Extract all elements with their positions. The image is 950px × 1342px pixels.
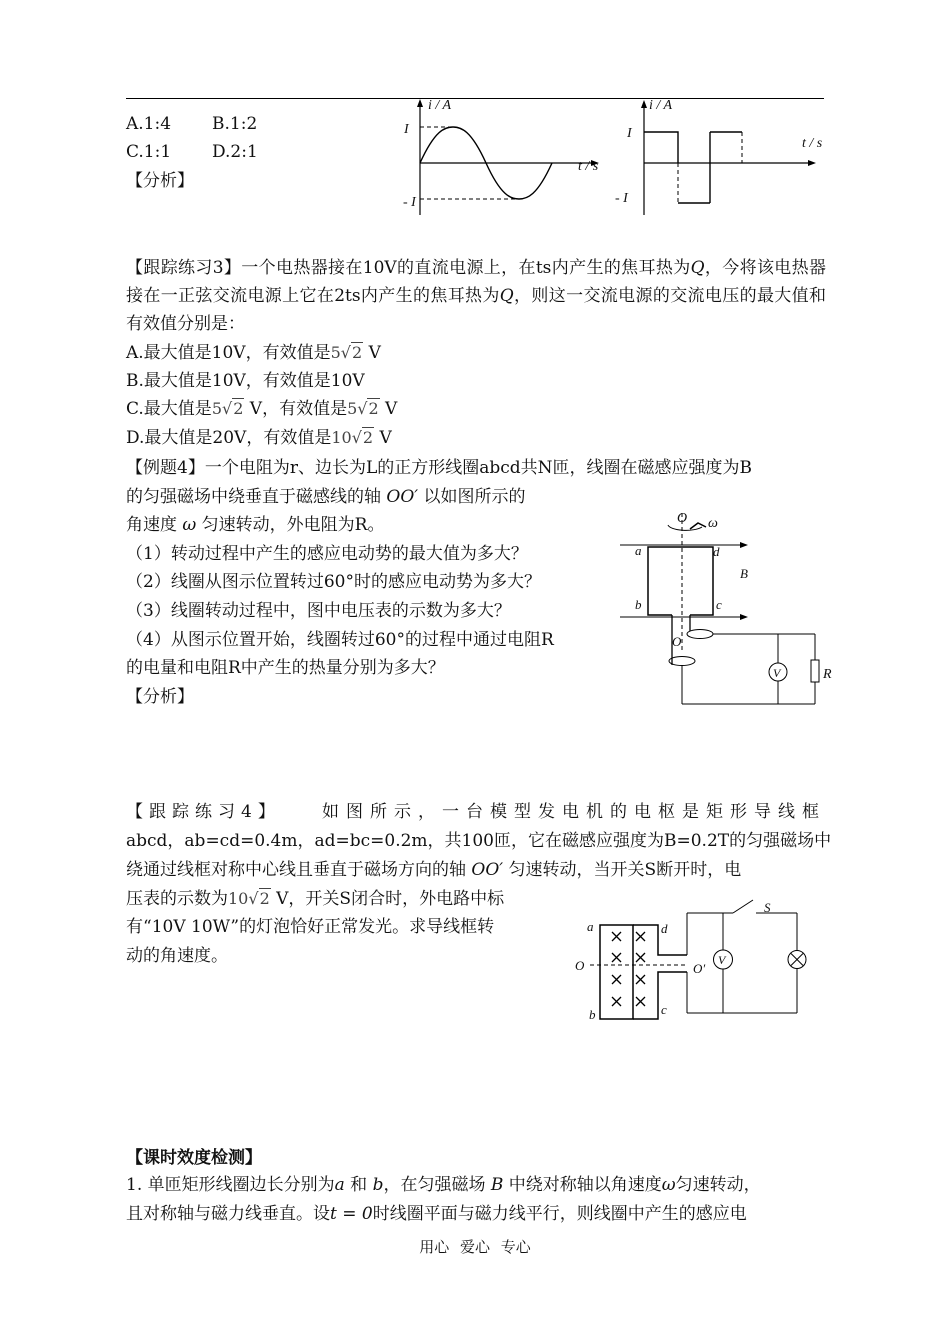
- example4-line3-pre: 角速度: [126, 515, 183, 535]
- example4-line3: [126, 515, 385, 535]
- practice4-line3-post: 匀速转动，当开关S断开时，电: [503, 860, 742, 880]
- check-line1-pre: 1. 单匝矩形线圈边长分别为: [126, 1175, 335, 1195]
- generator-circuit-diagram: [575, 895, 825, 1020]
- practice4-line4: [126, 888, 504, 909]
- symbol-B: B: [490, 1175, 504, 1195]
- practice4-line3: [126, 860, 741, 880]
- practice3-q2: Q: [499, 286, 514, 306]
- check-line2-pre: 且对称轴与磁力线垂直。设: [126, 1204, 330, 1224]
- graph2-neg-label: - I: [615, 191, 628, 206]
- practice4-line1: [126, 802, 826, 822]
- fig5-c: c: [661, 1002, 667, 1017]
- fig4-voltmeter: V: [773, 666, 781, 680]
- practice3-text-3: ，则这一交流电源的交流电压的最大值和有效值分别是：: [126, 286, 827, 334]
- fig5-voltmeter: V: [718, 953, 726, 967]
- graph1-neg-label: - I: [403, 195, 416, 210]
- check-line1-mid2: 中绕对称轴以角速度: [503, 1175, 662, 1195]
- practice3-option-a: [126, 342, 381, 363]
- practice4-line4-post: V，开关S闭合时，外电路中标: [270, 889, 505, 909]
- fig4-resistor-label: R: [823, 667, 832, 682]
- page-footer: 用心 爱心 专心: [419, 1238, 531, 1256]
- fig5-switch-label: S: [764, 900, 771, 915]
- sqrt-radicand: 2: [351, 343, 363, 362]
- option-d-unit: V: [374, 428, 392, 448]
- fig4-c: c: [716, 597, 722, 612]
- practice4-line2: abcd，ab=cd=0.4m，ad=bc=0.2m，共100匝，它在磁感应强度为B=0.2T的匀强磁场中: [126, 831, 832, 851]
- option-c-mid: V，有效值是: [244, 399, 348, 419]
- graph1-pos-label: I: [404, 122, 409, 137]
- symbol-omega: ω: [661, 1175, 676, 1195]
- fig5-o: O: [575, 958, 585, 973]
- fig5-b: b: [589, 1007, 596, 1022]
- graph2-pos-label: I: [627, 126, 632, 141]
- practice4-line4-pre: 压表的示数为: [126, 889, 228, 909]
- option-a: A.1:4: [126, 114, 172, 134]
- axis-symbol: OO′: [471, 860, 504, 880]
- sqrt-coef: 5: [211, 399, 222, 418]
- example4-question-3: （3）线圈转动过程中，图中电压表的示数为多大？: [126, 601, 511, 621]
- sqrt-radicand: 2: [362, 428, 374, 447]
- sqrt-radicand: 2: [368, 399, 379, 418]
- sqrt-expression: 5√2: [330, 343, 363, 362]
- option-b: B.1:2: [212, 114, 258, 134]
- fig5-o-prime: O′: [693, 961, 706, 976]
- fig5-a: a: [587, 919, 594, 934]
- example4-line2: [126, 487, 526, 507]
- sqrt-radicand: 2: [259, 889, 270, 908]
- analysis-label-1: 【分析】: [126, 171, 194, 191]
- sqrt-radicand: 2: [233, 399, 244, 418]
- example4-line2-pre: 的匀强磁场中绕垂直于磁感线的轴: [126, 487, 387, 507]
- example4-question-1: （1）转动过程中产生的感应电动势的最大值为多大？: [126, 544, 528, 564]
- practice3-q1: Q: [690, 258, 705, 278]
- rotating-coil-diagram: [620, 505, 840, 710]
- practice3-option-b: B.最大值是10V，有效值是10V: [126, 371, 365, 391]
- check-heading: 【课时效度检测】: [126, 1148, 262, 1168]
- graph2-y-label: i / A: [649, 98, 673, 113]
- practice3-paragraph: [126, 254, 826, 338]
- analysis-label-2: 【分析】: [126, 687, 194, 707]
- example4-line1: 【例题4】一个电阻为r、边长为L的正方形线圈abcd共N匝，线圈在磁感应强度为B: [126, 458, 753, 478]
- graph2-x-label: t / s: [802, 136, 823, 151]
- example4-question-2: （2）线圈从图示位置转过60°时的感应电动势为多大？: [126, 572, 541, 592]
- sqrt-coef: 10: [331, 428, 352, 447]
- omega-symbol: ω: [182, 515, 197, 535]
- fig5-d: d: [661, 921, 668, 936]
- check-line1-post: 匀速转动，: [675, 1175, 761, 1195]
- sine-current-graph: [395, 95, 605, 220]
- practice3-text-2: ，今将该电热器接在一正弦交流电源上它在2ts内产生的焦耳热为: [126, 258, 827, 306]
- sqrt-coef: 5: [347, 399, 358, 418]
- practice3-heading: 【跟踪练习3】: [126, 258, 242, 278]
- practice3-option-c: [126, 398, 397, 419]
- sqrt-expression: 5√2: [211, 399, 244, 418]
- practice4-heading: 【跟踪练习4】: [126, 802, 281, 822]
- check-line1: [126, 1175, 761, 1195]
- check-and: 和: [344, 1175, 373, 1195]
- check-line2-post: 时线圈平面与磁力线平行，则线圈中产生的感应电: [372, 1204, 747, 1224]
- fig4-d: d: [713, 544, 720, 559]
- fig4-o-top: O: [677, 511, 688, 526]
- example4-line2-post: 以如图所示的: [418, 487, 526, 507]
- symbol-b: b: [372, 1175, 384, 1195]
- practice3-option-d: [126, 427, 392, 448]
- sqrt-expression: 10√2: [228, 889, 270, 908]
- check-line2: [126, 1204, 747, 1224]
- symbol-t0: t = 0: [330, 1204, 373, 1224]
- check-line1-mid: ，在匀强磁场: [383, 1175, 491, 1195]
- option-d: D.2:1: [212, 142, 258, 162]
- example4-line3-post: 匀速转动，外电阻为R。: [196, 515, 385, 535]
- fig4-omega: ω: [708, 516, 718, 531]
- sqrt-coef: 10: [228, 889, 249, 908]
- example4-question-4a: （4）从图示位置开始，线圈转过60°的过程中通过电阻R: [126, 630, 554, 650]
- fig4-o-bottom: O: [672, 634, 682, 649]
- practice4-line5: 有“10V 10W”的灯泡恰好正常发光。求导线框转: [126, 917, 495, 937]
- graph1-y-label: i / A: [428, 98, 452, 113]
- practice4-line6: 动的角速度。: [126, 946, 228, 966]
- option-c-text: C.最大值是: [126, 399, 212, 419]
- sqrt-expression: 10√2: [331, 428, 374, 447]
- fig4-b-field: B: [740, 566, 748, 581]
- practice3-text-1: 一个电热器接在10V的直流电源上，在ts内产生的焦耳热为: [241, 258, 691, 278]
- fig4-a: a: [635, 543, 642, 558]
- option-c-unit: V: [379, 399, 398, 419]
- sqrt-expression: 5√2: [347, 399, 379, 418]
- sqrt-coef: 5: [330, 343, 341, 362]
- option-a-unit: V: [363, 343, 381, 363]
- practice4-line1-text: 如图所示，一台模型发电机的电枢是矩形导线框: [322, 802, 826, 822]
- option-d-text: D.最大值是20V，有效值是: [126, 428, 332, 448]
- example4-question-4b: 的电量和电阻R中产生的热量分别为多大？: [126, 658, 445, 678]
- square-current-graph: [612, 95, 832, 220]
- option-c: C.1:1: [126, 142, 172, 162]
- axis-symbol: OO′: [386, 487, 419, 507]
- symbol-a: a: [334, 1175, 345, 1195]
- graph1-x-label: t / s: [578, 159, 599, 174]
- option-a-text: A.最大值是10V，有效值是: [126, 343, 331, 363]
- fig4-b: b: [635, 597, 642, 612]
- practice4-line3-pre: 绕通过线框对称中心线且垂直于磁场方向的轴: [126, 860, 472, 880]
